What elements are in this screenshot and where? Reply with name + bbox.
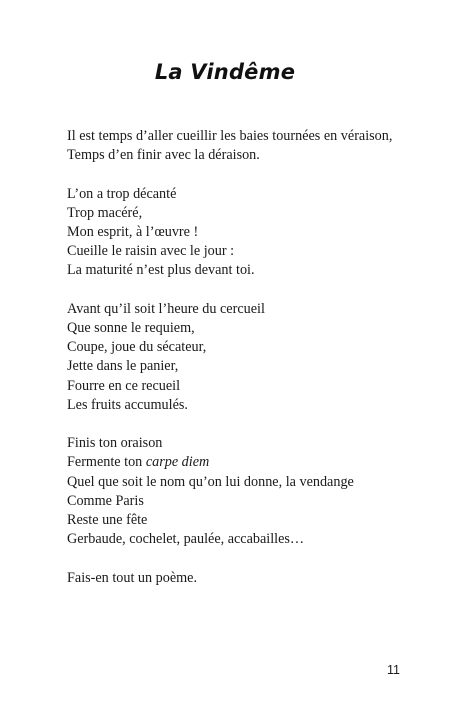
stanza-5 (67, 569, 437, 588)
poem-line: Gerbaude, cochelet, paulée, accabailles… (67, 531, 305, 548)
page-number: 11 (387, 663, 400, 677)
poem-line: Cueille le raisin avec le jour : (67, 243, 235, 260)
poem-line: La maturité n’est plus devant toi. (67, 262, 255, 279)
poem-body (67, 127, 437, 607)
stanza-3 (67, 300, 437, 415)
stanza-2 (67, 185, 437, 281)
poem-line: Comme Paris (67, 492, 144, 509)
poem-line: Que sonne le requiem, (67, 320, 195, 336)
poem-line: Jette dans le panier, (67, 358, 179, 375)
stanza-4 (67, 434, 437, 549)
poem-line: Les fruits accumulés. (67, 396, 188, 413)
poem-title: La Vindême (154, 60, 296, 84)
poem-line: Avant qu’il soit l’heure du cercueil (67, 300, 265, 317)
poem-line: L’on a trop décanté (67, 185, 177, 202)
poem-line: Finis ton oraison (67, 435, 163, 452)
poem-line-with-italic (67, 453, 437, 472)
poem-line: Trop macéré, (67, 204, 143, 221)
poem-line: Fais-en tout un poème. (67, 569, 198, 586)
italic-phrase: carpe diem (145, 454, 210, 471)
poem-line: Fourre en ce recueil (67, 377, 181, 394)
poem-line: Quel que soit le nom qu’on lui donne, la vendange (67, 473, 354, 490)
poem-line: Reste une fête (67, 512, 148, 529)
stanza-1 (67, 127, 437, 165)
poem-line: Coupe, joue du sécateur, (67, 339, 207, 356)
poem-line: Temps d’en finir avec la déraison. (67, 147, 260, 164)
poem-line: Mon esprit, à l’œuvre ! (67, 224, 199, 240)
poem-line: Il est temps d’aller cueillir les baies tournées en véraison, (67, 128, 393, 144)
poem-line-text: Fermente ton (67, 454, 143, 471)
